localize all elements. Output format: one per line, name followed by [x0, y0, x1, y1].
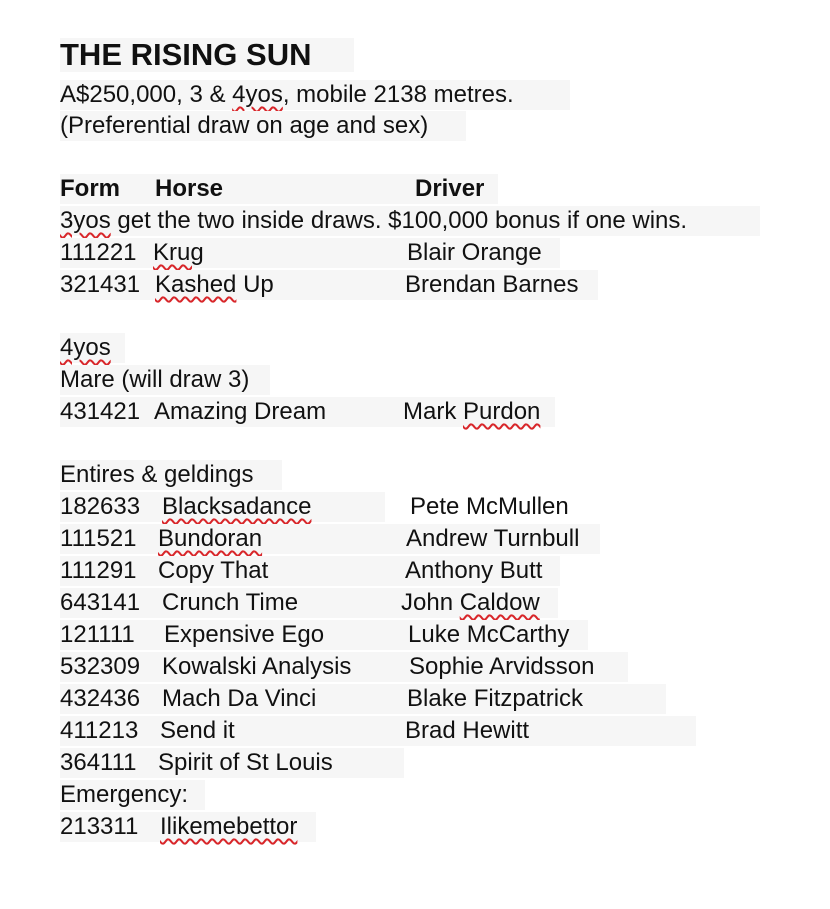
emergency-label: Emergency:	[60, 780, 205, 810]
driver-name: Blake Fitzpatrick	[407, 685, 584, 712]
page-title: THE RISING SUN	[60, 38, 354, 72]
driver-first-name: John	[401, 589, 460, 616]
horse-name-part: Kashed	[155, 271, 237, 298]
form-figures: 411213	[60, 717, 139, 744]
horse-name: Send it	[160, 717, 235, 744]
horse-name: Mach Da Vinci	[162, 685, 317, 712]
driver-name	[403, 397, 540, 427]
table-row	[60, 588, 558, 618]
table-row	[60, 397, 555, 427]
driver-last-name: Caldow	[459, 589, 540, 616]
driver-name	[401, 588, 540, 618]
driver-name: Pete McMullen	[410, 492, 573, 522]
table-row	[60, 270, 598, 300]
table-row	[60, 492, 569, 522]
section-heading-entires: Entires & geldings	[60, 460, 282, 490]
table-row	[60, 620, 588, 650]
driver-name: Brendan Barnes	[405, 271, 579, 298]
driver-first-name: Mark	[403, 398, 463, 425]
table-row	[60, 748, 404, 778]
driver-name: Sophie Arvidsson	[409, 653, 595, 680]
driver-last-name: Purdon	[463, 398, 541, 425]
form-figures: 643141	[60, 589, 141, 616]
header-horse: Horse	[155, 175, 224, 202]
form-figures: 111291	[60, 557, 137, 584]
horse-name: Bundoran	[158, 525, 263, 552]
form-figures: 213311	[60, 813, 139, 840]
horse-name: Crunch Time	[162, 589, 299, 616]
form-figures: 111221	[60, 239, 137, 266]
driver-name: Andrew Turnbull	[406, 525, 580, 552]
race-details	[60, 80, 570, 110]
horse-name: Expensive Ego	[164, 621, 325, 648]
draw-note: (Preferential draw on age and sex)	[60, 111, 466, 141]
form-figures: 111521	[60, 525, 137, 552]
table-row	[60, 684, 666, 714]
horse-name: Blacksadance	[162, 493, 312, 520]
horse-name: Ilikemebettor	[160, 813, 298, 840]
prize-and-ages-prefix: A$250,000, 3 &	[60, 81, 233, 108]
driver-name: Blair Orange	[407, 239, 542, 266]
form-figures: 432436	[60, 685, 141, 712]
horse-name: Krug	[153, 239, 204, 266]
section-heading-4yos	[60, 333, 125, 363]
form-figures: 431421	[60, 398, 141, 425]
table-row	[60, 556, 560, 586]
driver-name: Anthony Butt	[405, 557, 543, 584]
distance-text: , mobile 2138 metres.	[282, 81, 514, 108]
three-yo-note	[60, 206, 760, 236]
horse-name-part: Up	[236, 271, 274, 298]
table-row	[60, 716, 696, 746]
age-4yos: 4yos	[232, 81, 283, 108]
horse-name	[155, 270, 274, 300]
header-form: Form	[60, 175, 120, 202]
form-figures: 121111	[60, 621, 135, 648]
form-figures: 532309	[60, 653, 141, 680]
three-yo-note-text: get the two inside draws. $100,000 bonus if one wins.	[110, 207, 688, 234]
three-yo-label: 3yos	[60, 207, 111, 234]
header-driver: Driver	[415, 175, 485, 202]
four-yo-label: 4yos	[60, 334, 111, 361]
horse-name: Kowalski Analysis	[162, 653, 352, 680]
table-row	[60, 652, 628, 682]
horse-name: Spirit of St Louis	[158, 749, 333, 776]
horse-name: Amazing Dream	[154, 398, 327, 425]
form-figures: 321431	[60, 271, 141, 298]
table-row	[60, 812, 316, 842]
form-figures: 364111	[60, 749, 137, 776]
table-row	[60, 524, 600, 554]
driver-name: Brad Hewitt	[405, 717, 530, 744]
driver-name: Luke McCarthy	[408, 621, 570, 648]
column-headers	[60, 174, 498, 204]
horse-name: Copy That	[158, 557, 269, 584]
table-row	[60, 238, 560, 268]
mare-label: Mare (will draw 3)	[60, 365, 270, 395]
form-figures: 182633	[60, 493, 141, 520]
